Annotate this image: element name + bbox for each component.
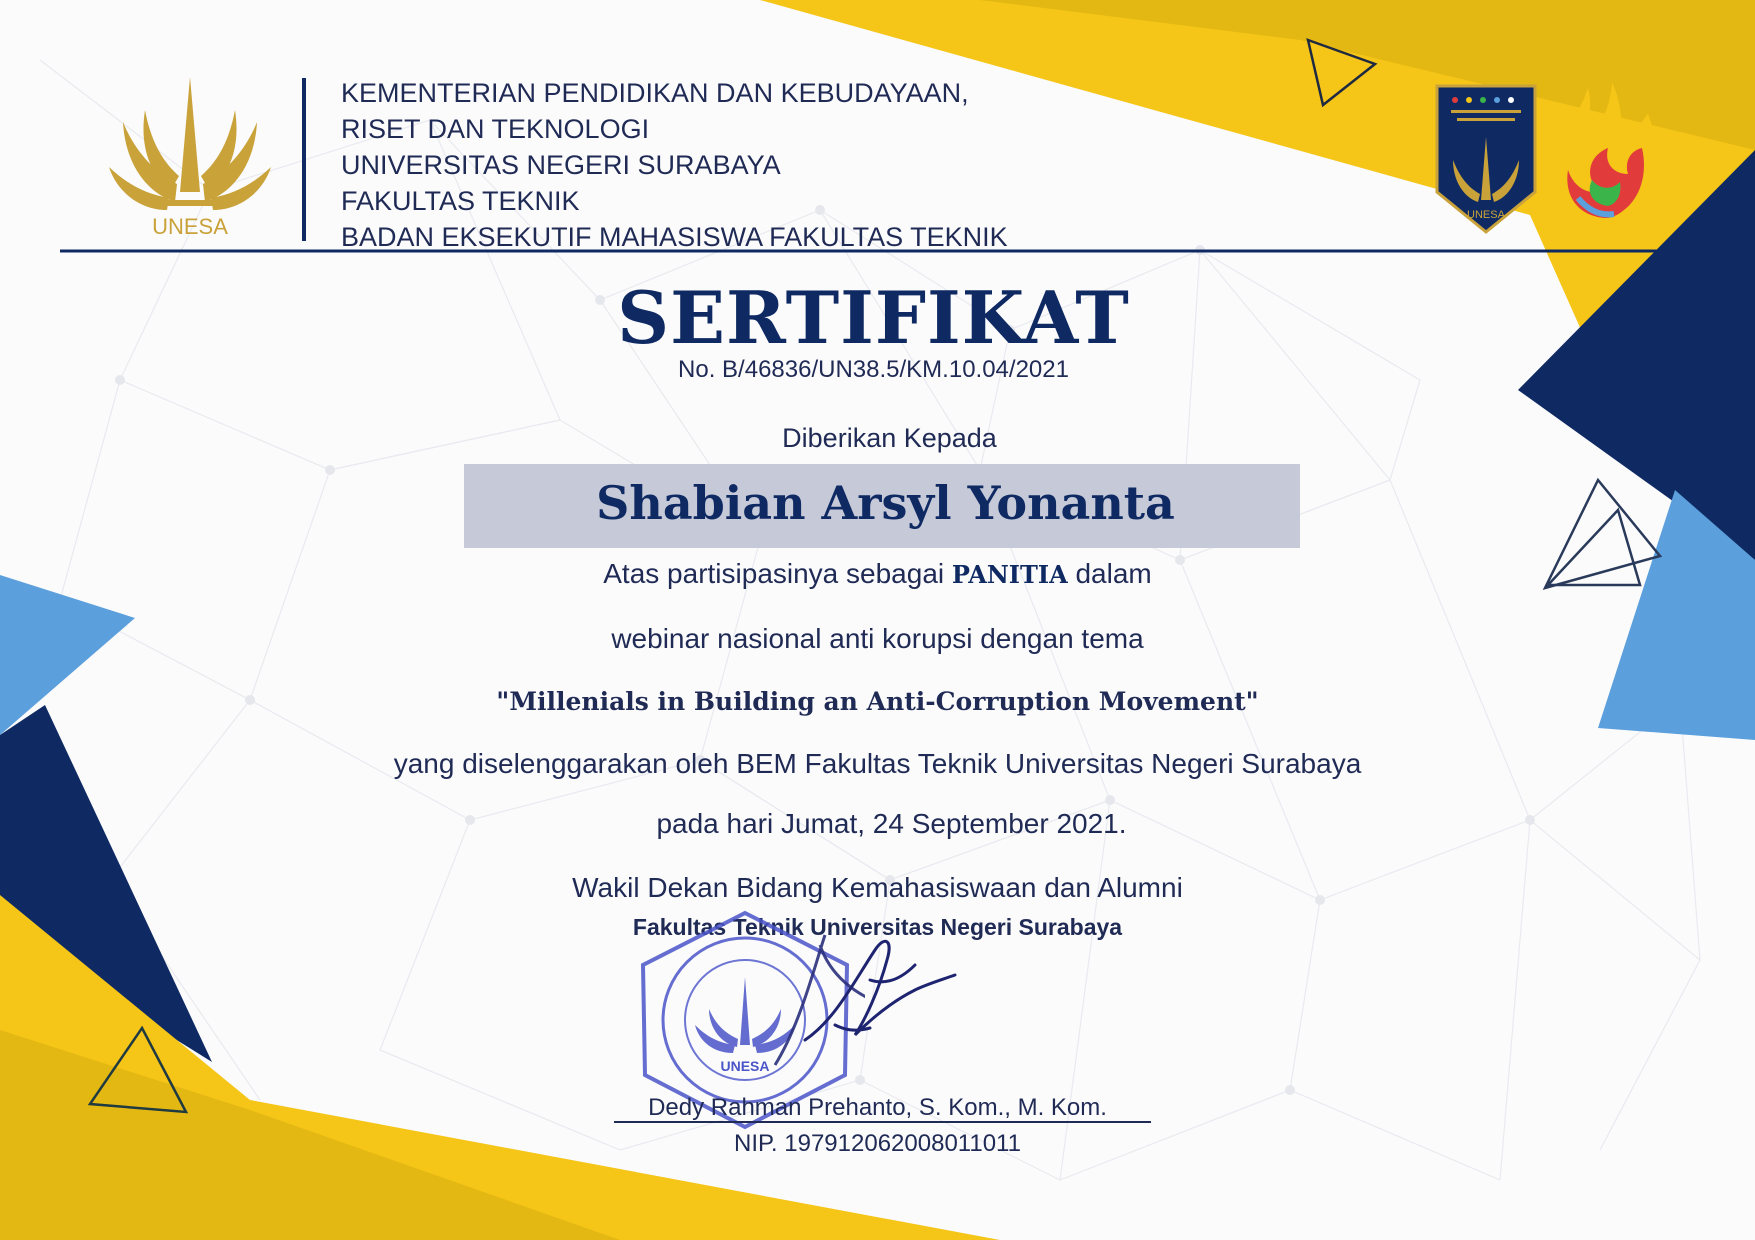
signatory-nip: NIP. 197912062008011011 [734, 1130, 1021, 1157]
webinar-theme: "Millenials in Building an Anti-Corruption Movement" [496, 687, 1259, 716]
participation-text-after: dalam [1067, 558, 1152, 589]
signatory-position: Wakil Dekan Bidang Kemahasiswaan dan Alumni [572, 872, 1183, 903]
participation-line [0, 558, 1755, 590]
header-line-3: UNIVERSITAS NEGERI SURABAYA [341, 150, 781, 180]
date-line: pada hari Jumat, 24 September 2021. [656, 808, 1127, 839]
unesa-logo-text: UNESA [152, 214, 228, 239]
header-line-5: BADAN EKSEKUTIF MAHASISWA FAKULTAS TEKNIK [341, 222, 1008, 252]
participation-text-before: Atas partisipasinya sebagai [603, 558, 952, 589]
header-line-2: RISET DAN TEKNOLOGI [341, 114, 650, 144]
faculty-shield-logo [1433, 82, 1539, 237]
faculty-shield-logo-text: UNESA [1467, 209, 1505, 221]
given-to-label: Diberikan Kepada [782, 423, 997, 453]
recipient-name: Shabian Arsyl Yonanta [596, 476, 1175, 530]
signatory-name: Dedy Rahman Prehanto, S. Kom., M. Kom. [648, 1094, 1107, 1121]
unesa-logo [105, 72, 275, 240]
handwritten-signature [775, 920, 975, 1070]
stamp-text: UNESA [720, 1058, 770, 1074]
signatory-faculty: Fakultas Teknik Universitas Negeri Surabaya [632, 914, 1123, 940]
signature-underline [614, 1121, 1151, 1123]
organizer-line: yang diselenggarakan oleh BEM Fakultas Teknik Universitas Negeri Surabaya [393, 748, 1362, 779]
participation-role: PANITIA [951, 560, 1068, 589]
webinar-line: webinar nasional anti korupsi dengan tema [611, 623, 1144, 654]
phoenix-logo-icon [1548, 78, 1663, 233]
certificate-title: SERTIFIKAT [617, 275, 1130, 360]
header-line-1: KEMENTERIAN PENDIDIKAN DAN KEBUDAYAAN, [341, 78, 969, 108]
header-line-4: FAKULTAS TEKNIK [341, 186, 580, 216]
certificate-number: No. B/46836/UN38.5/KM.10.04/2021 [678, 356, 1069, 383]
